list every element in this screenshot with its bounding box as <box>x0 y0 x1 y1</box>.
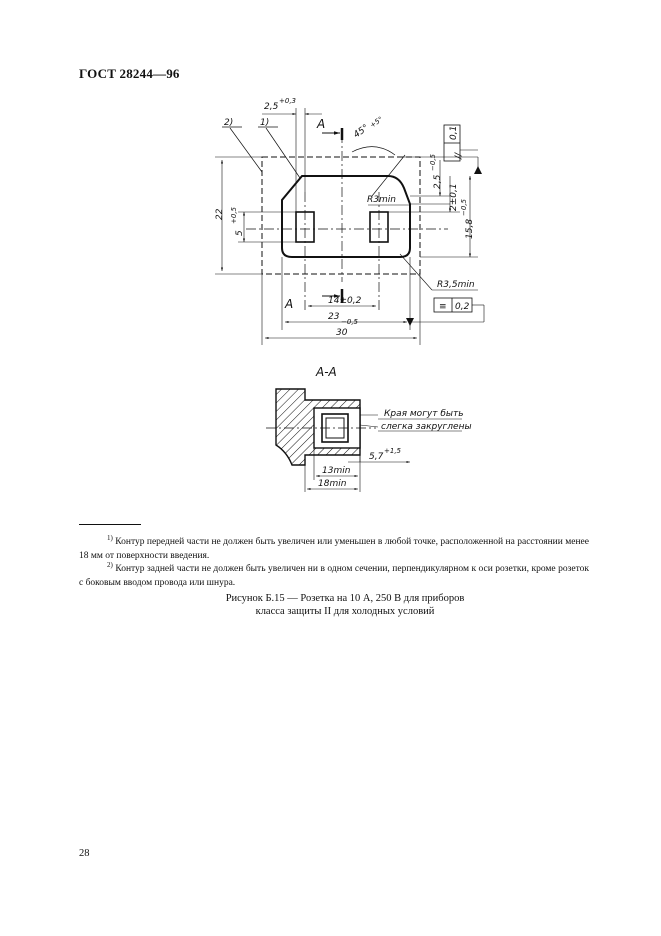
caption-line-2: класса защиты II для холодных условий <box>255 606 435 617</box>
label-dim-14: 14±0,2 <box>328 296 362 306</box>
label-tol-sym-value: 0,2 <box>455 302 470 312</box>
label-dim-30: 30 <box>336 328 348 338</box>
label-dim-2-0-1: 2±0,1 <box>449 183 459 211</box>
footnote-2-mark: 2) <box>107 561 113 569</box>
label-tol-minus-0-5-c: −0,5 <box>341 318 358 326</box>
label-dim-2-5-right: 2,5 <box>433 174 443 189</box>
label-tol-parallel-symbol: // <box>454 152 464 159</box>
label-dim-5: 5 <box>235 230 245 236</box>
label-section-a-top: A <box>317 117 326 131</box>
label-dim-22: 22 <box>215 208 225 220</box>
footnote-1-text: Контур передней части не должен быть увеличен или уменьшен в любой точке, расположенной на расстоянии менее 18 мм от поверхности введения. <box>79 537 589 562</box>
label-edge-note-2: слегка закруглены <box>381 422 472 432</box>
label-tol-minus-0-5-b: −0,5 <box>460 199 468 216</box>
label-edge-note-1: Края могут быть <box>384 409 464 419</box>
footnote-1-mark: 1) <box>107 534 113 542</box>
label-section-a-bottom: A <box>285 297 294 311</box>
figure-caption <box>170 592 520 618</box>
label-dim-5-7: 5,7 <box>369 452 384 462</box>
label-section-title: A-A <box>316 365 337 379</box>
label-dim-2-5-top: 2,5 <box>264 102 279 112</box>
caption-line-1: Рисунок Б.15 — Розетка на 10 А, 250 В для приборов <box>225 593 465 604</box>
label-tol-0-5-a: +0,5 <box>230 207 238 224</box>
label-tol-plus-1-5: +1,5 <box>384 447 401 455</box>
label-dim-23: 23 <box>328 312 340 322</box>
label-tol-parallel-value: 0,1 <box>449 125 459 140</box>
label-dim-18min: 18min <box>318 479 347 489</box>
label-dim-15-8: 15,8 <box>465 218 475 239</box>
label-radius-r3: R3min <box>367 195 396 205</box>
label-tol-plus-0-3: +0,3 <box>279 97 296 105</box>
footnote-2 <box>79 558 589 590</box>
front-contour <box>282 176 410 257</box>
footnote-2-text: Контур задней части не должен быть увеличен ни в одном сечении, перпендикулярном к оси розетки, кроме розеток с боковым вводом провода или шнура. <box>79 564 589 589</box>
label-angle-tol: +5° <box>368 115 385 130</box>
document-header: ГОСТ 28244—96 <box>79 66 180 81</box>
page-number: 28 <box>79 848 90 859</box>
label-note-2: 2) <box>224 118 234 128</box>
label-angle-45: 45° <box>351 123 371 141</box>
label-tol-sym-symbol: ≡ <box>439 302 447 312</box>
section-view <box>266 389 462 492</box>
label-note-1: 1) <box>260 118 270 128</box>
label-tol-minus-0-5-a: −0,5 <box>429 154 437 171</box>
footnote-separator <box>79 524 141 525</box>
label-dim-13min: 13min <box>322 466 351 476</box>
label-radius-r3-5: R3,5min <box>437 280 475 290</box>
